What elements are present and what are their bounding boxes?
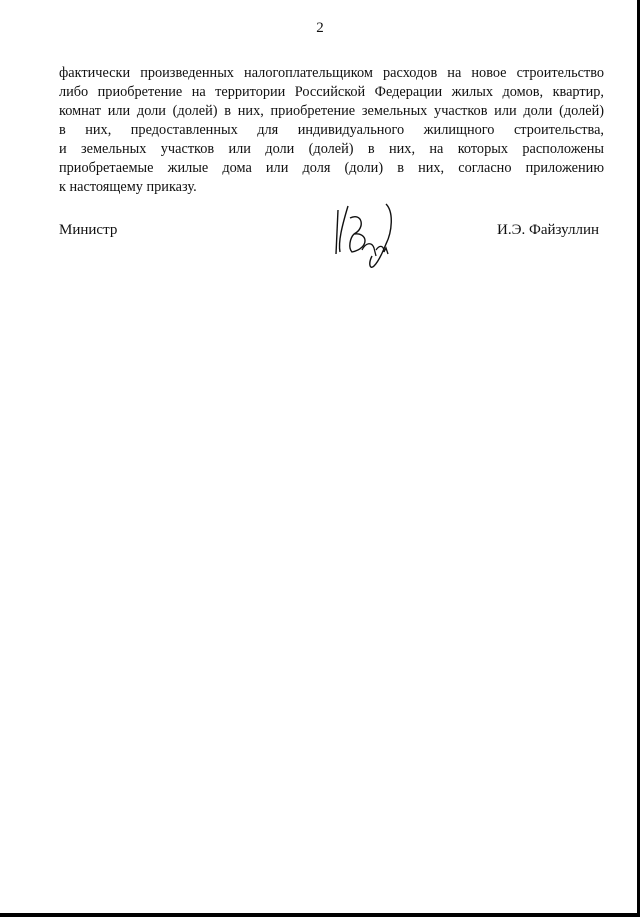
handwritten-signature (328, 198, 400, 270)
body-line: фактически произведенных налогоплательщиком расходов на новое строительство (59, 65, 604, 81)
page-number: 2 (316, 20, 324, 36)
body-line: приобретаемые жилые дома или доля (доли) в них, согласно приложению (59, 160, 604, 176)
body-line: к настоящему приказу. (59, 179, 197, 195)
signatory-name: И.Э. Файзуллин (497, 222, 599, 238)
signatory-position: Министр (59, 222, 118, 238)
scan-edge-bottom (0, 913, 640, 917)
body-line: комнат или доли (долей) в них, приобретение земельных участков или доли (долей) (59, 103, 604, 119)
body-paragraph (59, 64, 604, 197)
body-line: либо приобретение на территории Российской Федерации жилых домов, квартир, (59, 84, 604, 100)
body-line: и земельных участков или доли (долей) в них, на которых расположены (59, 141, 604, 157)
body-line: в них, предоставленных для индивидуального жилищного строительства, (59, 122, 604, 138)
